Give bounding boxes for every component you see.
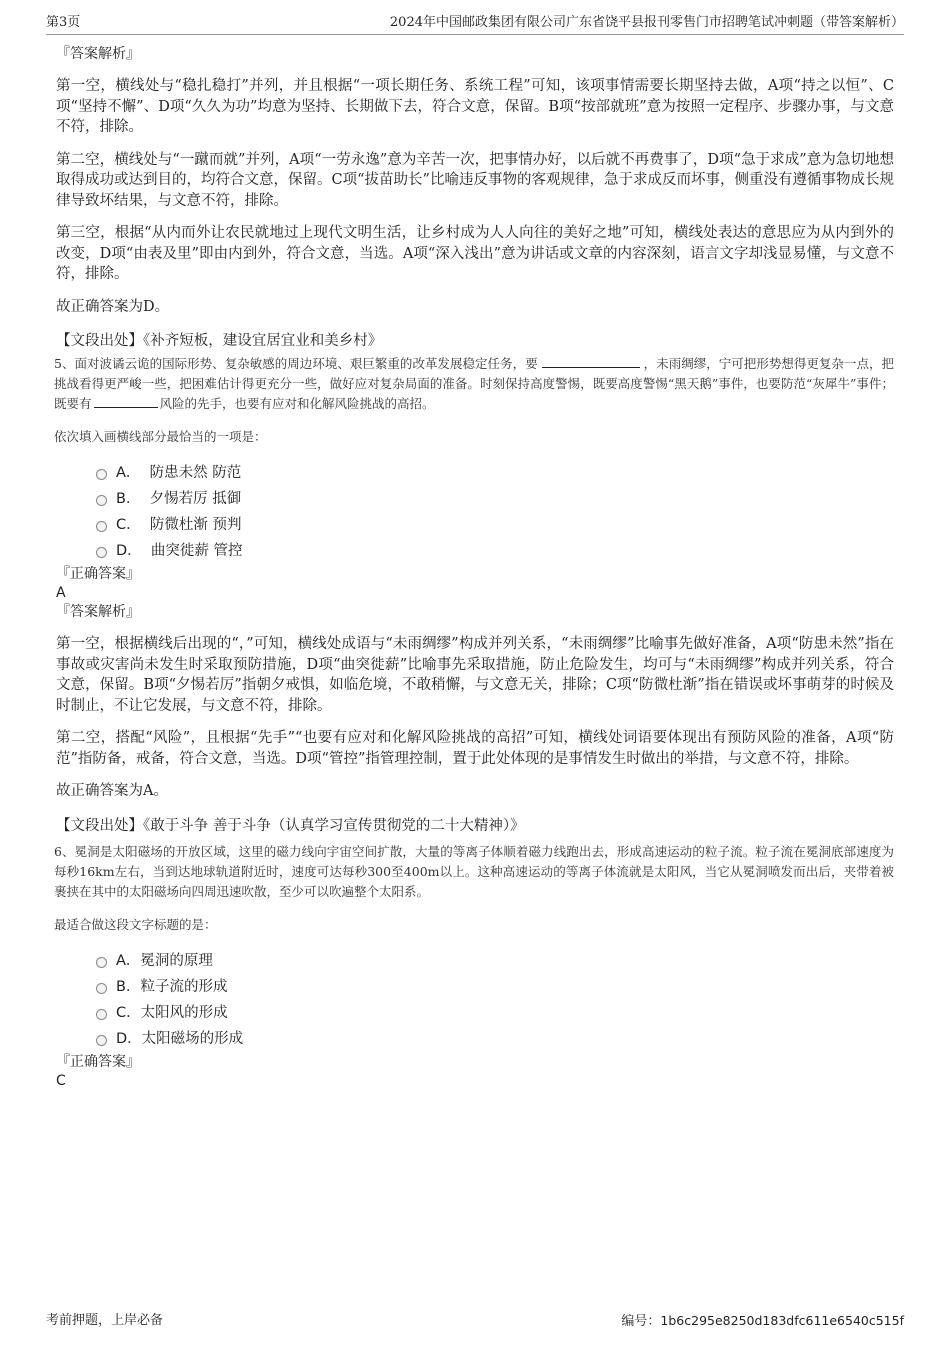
page-header [46, 14, 904, 35]
question-5-options [56, 460, 894, 564]
page-content [56, 44, 894, 1090]
correct-answer-heading: 『正确答案』 [56, 566, 140, 582]
option-b[interactable]: B． 夕惕若厉 抵御 [56, 486, 894, 512]
blank-line [542, 355, 640, 368]
analysis-paragraph: 第一空，根据横线后出现的“，”可知，横线处成语与“未雨绸缪”构成并列关系，“未雨绸缪”比喻事先做好准备，A项“防患未然”指在事故或灾害尚未发生时采取预防措施，D项“曲突徙薪”比喻事先采取措施，防止危险发生，均可与“未雨绸缪”构成并列关系，符合文意，保留。B项“夕惕若厉”指朝夕戒惧，如临危境，不敢稍懈，与文意无关，排除；C项“防微杜渐”指在错误或坏事萌芽的时候及时制止，不让它发展，与文意不符，排除。 [56, 636, 894, 714]
radio-button[interactable] [96, 957, 107, 968]
option-d[interactable]: D． 曲突徙薪 管控 [56, 538, 894, 564]
question-6-text: 6、冕洞是太阳磁场的开放区域，这里的磁力线向宇宙空间扩散，大量的等离子体顺着磁力线跑出去，形成高速运动的粒子流。粒子流在冕洞底部速度为每秒16km左右，当到达地球轨道附近时，速度可达每秒300至400m以上。这种高速运动的等离子体流就是太阳风，当它从冕洞喷发而出后，夹带着被裹挟在其中的太阳磁场向四周迅速吹散，至少可以吹遍整个太阳系。 [54, 843, 894, 899]
analysis-heading: 『答案解析』 [56, 46, 140, 62]
radio-button[interactable] [96, 983, 107, 994]
option-d[interactable]: D．太阳磁场的形成 [56, 1026, 894, 1052]
source-citation: 【文段出处】《敢于斗争 善于斗争（认真学习宣传贯彻党的二十大精神）》 [56, 817, 525, 834]
blank-line [94, 395, 158, 408]
source-citation: 【文段出处】《补齐短板，建设宜居宜业和美乡村》 [56, 333, 383, 349]
radio-button[interactable] [96, 495, 107, 506]
correct-answer: A [56, 585, 66, 601]
question-6-prompt: 最适合做这段文字标题的是： [54, 916, 217, 932]
option-a[interactable]: A． 防患未然 防范 [56, 460, 894, 486]
question-5-text: 5、面对波谲云诡的国际形势、复杂敏感的周边环境、艰巨繁重的改革发展稳定任务，要 ，未雨绸缪，宁可把形势想得更复杂一点，把挑战看得更严峻一些，把困难估计得更充分一些，做好应对复杂局面的准备。时刻保持高度警惕，既要高度警惕“黑天鹅”事件，也要防范“灰犀牛”事件；既要有 风险的先手，也要有应对和化解风险挑战的高招。 [54, 356, 894, 411]
radio-button[interactable] [96, 1035, 107, 1046]
analysis-paragraph: 第一空，横线处与“稳扎稳打”并列，并且根据“一项长期任务、系统工程”可知，该项事情需要长期坚持去做，A项“持之以恒”、C项“坚持不懈”、D项“久久为功”均意为坚持、长期做下去，符合文意，保留。B项“按部就班”意为按照一定程序、步骤办事，与文意不符，排除。 [56, 78, 894, 135]
option-c[interactable]: C． 防微杜渐 预判 [56, 512, 894, 538]
radio-button[interactable] [96, 521, 107, 532]
page-footer [46, 1312, 904, 1332]
document-title: 2024年中国邮政集团有限公司广东省饶平县报刊零售门市招聘笔试冲刺题（带答案解析） [389, 15, 904, 30]
analysis-paragraph: 第二空，搭配“风险”，且根据“先手”“也要有应对和化解风险挑战的高招”可知，横线处词语要体现出有预防风险的准备，A项“防范”指防备，戒备，符合文意，当选。D项“管控”指管理控制，置于此处体现的是事情发生时做出的举措，与文意不符，排除。 [56, 730, 894, 767]
option-a[interactable]: A．冕洞的原理 [56, 948, 894, 974]
option-b[interactable]: B．粒子流的形成 [56, 974, 894, 1000]
radio-button[interactable] [96, 1009, 107, 1020]
answer-conclusion: 故正确答案为A。 [56, 783, 168, 799]
analysis-paragraph: 第二空，横线处与“一蹴而就”并列，A项“一劳永逸”意为辛苦一次，把事情办好，以后就不再费事了，D项“急于求成”意为急切地想取得成功或达到目的，均符合文意，保留。C项“拔苗助长”比喻违反事物的客观规律，急于求成反而坏事，侧重没有遵循事物成长规律导致坏结果，与文意不符，排除。 [56, 151, 894, 209]
question-6-options [56, 948, 894, 1052]
correct-answer-heading: 『正确答案』 [56, 1053, 140, 1070]
radio-button[interactable] [96, 547, 107, 558]
option-c[interactable]: C．太阳风的形成 [56, 1000, 894, 1026]
footer-slogan: 考前押题，上岸必备 [46, 1313, 164, 1328]
question-5-prompt: 依次填入画横线部分最恰当的一项是： [54, 429, 267, 444]
page-number: 第3页 [46, 15, 81, 30]
radio-button[interactable] [96, 469, 107, 480]
analysis-paragraph: 第三空，根据“从内而外让农民就地过上现代文明生活，让乡村成为人人向往的美好之地”可知，横线处表达的意思应为从内到外的改变，D项“由表及里”即由内到外，符合文意，当选。A项“深入浅出”意为讲话或文章的内容深刻，语言文字却浅显易懂，与文意不符，排除。 [56, 225, 894, 282]
answer-conclusion: 故正确答案为D。 [56, 298, 170, 315]
document-code: 编号：1b6c295e8250d183dfc611e6540c515f [621, 1313, 904, 1329]
analysis-heading: 『答案解析』 [56, 604, 140, 620]
correct-answer: C [56, 1072, 66, 1089]
